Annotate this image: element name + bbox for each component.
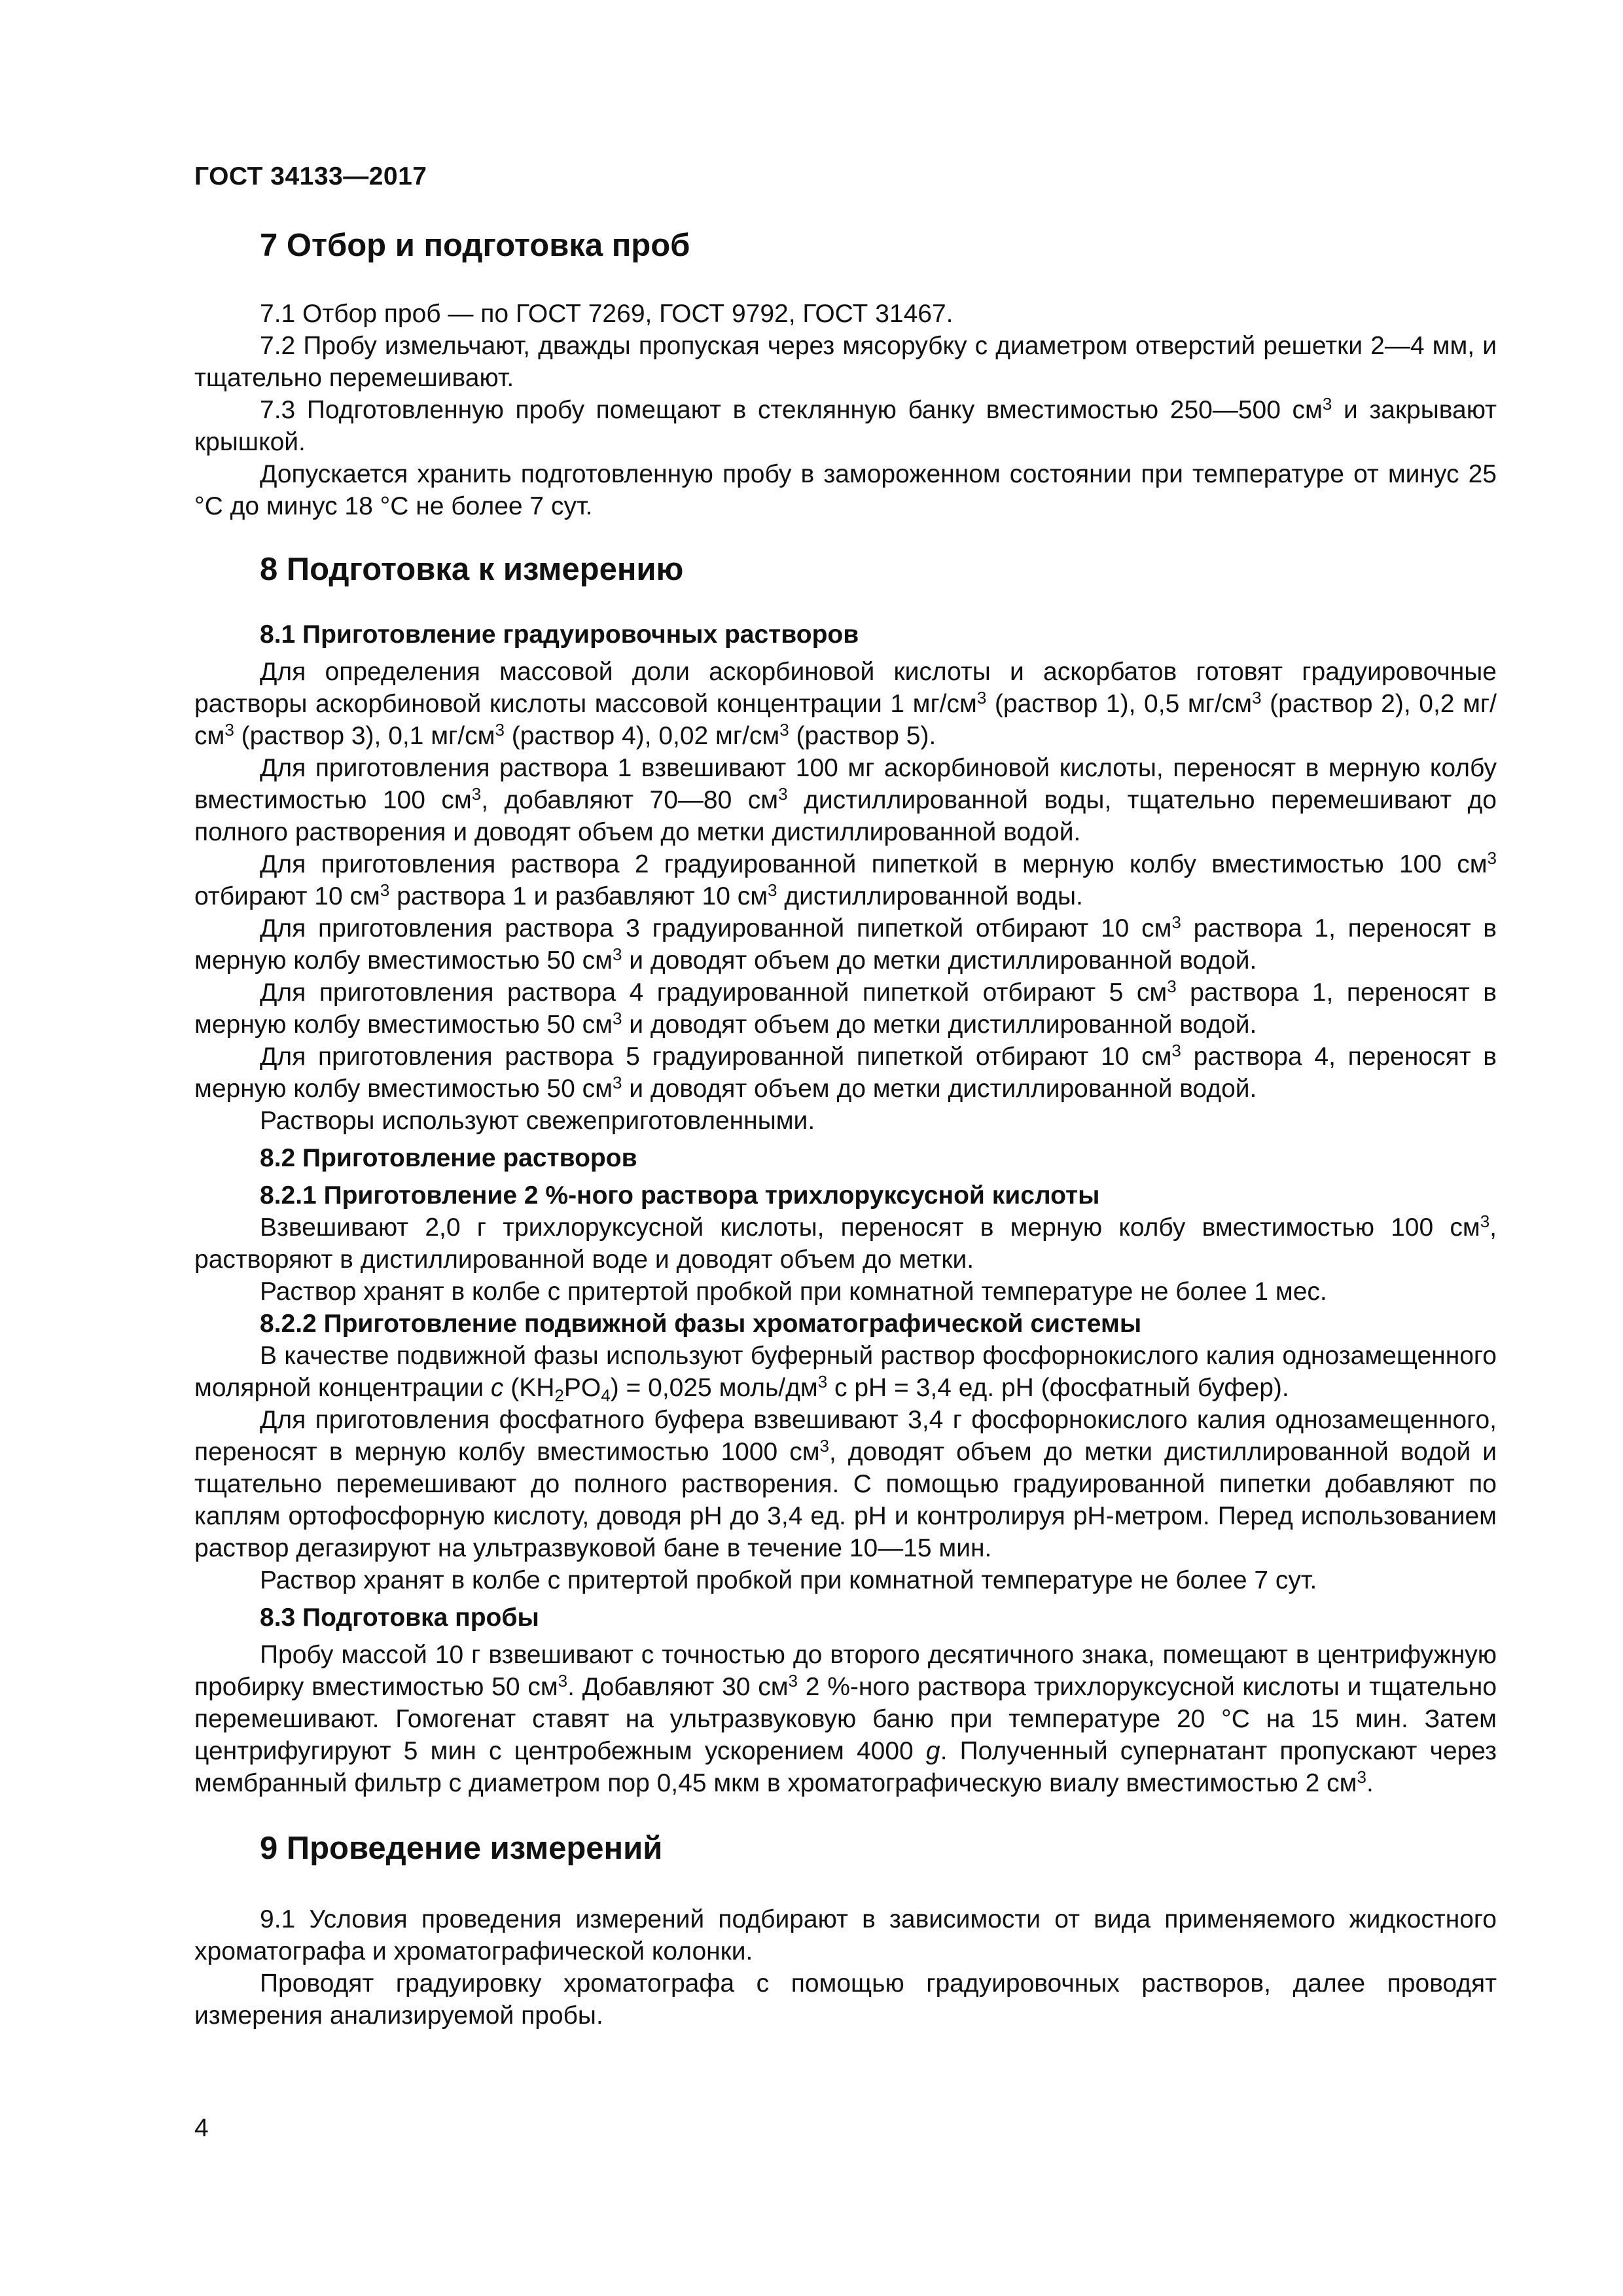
paragraph-8-2-1-storage: Раствор хранят в колбе с притертой пробкой при комнатной температуре не более 1 мес.: [260, 1278, 1327, 1306]
paragraph-8-1-intro: Для определения массовой доли аскорбиновой кислоты и аскорбатов готовят градуировочные растворы аскорбиновой кислоты массовой концентрации 1 $мг/см^3$ (раствор 1), 0,5 $мг/см^3$ (раствор 2), 0,2 $мг/см^3$ (раствор 3), 0,1 $мг/см^3$ (раствор 4), 0,02 $мг/см^3$ (раствор 5).: [194, 658, 1497, 750]
section-7-title: 7 Отбор и подготовка проб: [260, 228, 690, 263]
subsection-8-2-title: 8.2 Приготовление растворов: [260, 1144, 637, 1172]
subsection-8-2-1-title: 8.2.1 Приготовление 2 %-ного раствора трихлоруксусной кислоты: [260, 1181, 1100, 1210]
paragraph-8-3-sample-prep: Пробу массой 10 г взвешивают с точностью до второго десятичного знака, помещают в центрифужную пробирку вместимостью 50 $см^3$. Добавляют 30 $см^3$ 2 %-ного раствора трихлоруксусной кислоты и тщательно перемешивают. Гомогенат ставят на ультразвуковую баню при температуре 20 °С на 15 мин. Затем центрифугируют 5 мин с центробежным ускорением 4000 g. Полученный супернатант пропускают через мембранный фильтр с диаметром пор 0,45 мкм в хроматографическую виалу вместимостью 2 $см^3$.: [194, 1641, 1497, 1797]
paragraph-7-2: 7.2 Пробу измельчают, дважды пропуская через мясорубку с диаметром отверстий решетки 2—4 мм, и тщательно перемешивают.: [194, 332, 1497, 392]
paragraph-solution-5: Для приготовления раствора 5 градуированной пипеткой отбирают 10 $см^3$ раствора 4, переносят в мерную колбу вместимостью 50 $см^3$ и доводят объем до метки дистиллированной водой.: [194, 1041, 1497, 1103]
paragraph-8-2-2-storage: Раствор хранят в колбе с притертой пробкой при комнатной температуре не более 7 сут.: [260, 1566, 1317, 1594]
subsection-8-2-2-title: 8.2.2 Приготовление подвижной фазы хроматографической системы: [260, 1310, 1142, 1338]
paragraph-8-2-1-weigh: Взвешивают 2,0 г трихлоруксусной кислоты, переносят в мерную колбу вместимостью 100 $см^3$, растворяют в дистиллированной воде и доводят объем до метки.: [194, 1211, 1497, 1274]
paragraph-7-storage: Допускается хранить подготовленную пробу в замороженном состоянии при температуре от минус 25 °С до минус 18 °С не более 7 сут.: [194, 460, 1497, 520]
paragraph-solution-1: Для приготовления раствора 1 взвешивают 100 мг аскорбиновой кислоты, переносят в мерную колбу вместимостью 100 $см^3$, добавляют 70—80 $см^3$ дистиллированной воды, тщательно перемешивают до полного растворения и доводят объем до метки дистиллированной водой.: [194, 754, 1497, 846]
section-8-title: 8 Подготовка к измерению: [260, 552, 684, 587]
paragraph-8-2-2-buffer-prep: Для приготовления фосфатного буфера взвешивают 3,4 г фосфорнокислого калия однозамещенного, переносят в мерную колбу вместимостью 1000 $см^3$, доводят объем до метки дистиллированной водой и тщательно перемешивают до полного растворения. С помощью градуированной пипетки добавляют по каплям ортофосфорную кислоту, доводя pH до 3,4 ед. pH и контролируя pH-метром. Перед использованием раствор дегазируют на ультразвуковой бане в течение 10—15 мин.: [194, 1406, 1497, 1562]
document-body: [194, 226, 1497, 2032]
paragraph-solution-3: Для приготовления раствора 3 градуированной пипеткой отбирают 10 $см^3$ раствора 1, переносят в мерную колбу вместимостью 50 $см^3$ и доводят объем до метки дистиллированной водой.: [194, 912, 1497, 975]
paragraph-8-2-2-mobile-phase: В качестве подвижной фазы используют буферный раствор фосфорнокислого калия однозамещенного молярной концентрации c $(KH_2PO_4) = 0,025$ моль/$дм^3$ с pH = 3,4 ед. pH (фосфатный буфер).: [194, 1342, 1497, 1405]
section-9-title: 9 Проведение измерений: [260, 1831, 663, 1866]
paragraph-7-3: 7.3 Подготовленную пробу помещают в стеклянную банку вместимостью 250—500 $см^3$ и закрывают крышкой.: [194, 394, 1497, 456]
paragraph-7-1: 7.1 Отбор проб — по ГОСТ 7269, ГОСТ 9792, ГОСТ 31467.: [260, 300, 954, 328]
paragraph-9-1: 9.1 Условия проведения измерений подбирают в зависимости от вида применяемого жидкостного хроматографа и хроматографической колонки.: [194, 1905, 1497, 1965]
paragraph-fresh-solutions: Растворы используют свежеприготовленными.: [260, 1107, 815, 1135]
document-code-header: ГОСТ 34133—2017: [194, 162, 427, 190]
paragraph-solution-2: Для приготовления раствора 2 градуированной пипеткой в мерную колбу вместимостью 100 $см^3$ отбирают 10 $см^3$ раствора 1 и разбавляют 10 $см^3$ дистиллированной воды.: [194, 848, 1497, 910]
paragraph-solution-4: Для приготовления раствора 4 градуированной пипеткой отбирают 5 $см^3$ раствора 1, переносят в мерную колбу вместимостью 50 $см^3$ и доводят объем до метки дистиллированной водой.: [194, 977, 1497, 1039]
subsection-8-1-title: 8.1 Приготовление градуировочных растворов: [260, 620, 859, 649]
subsection-8-3-title: 8.3 Подготовка пробы: [260, 1604, 539, 1632]
paragraph-9-calibration: Проводят градуировку хроматографа с помощью градуировочных растворов, далее проводят измерения анализируемой пробы.: [194, 1969, 1497, 2030]
page-number: 4: [194, 2114, 209, 2142]
